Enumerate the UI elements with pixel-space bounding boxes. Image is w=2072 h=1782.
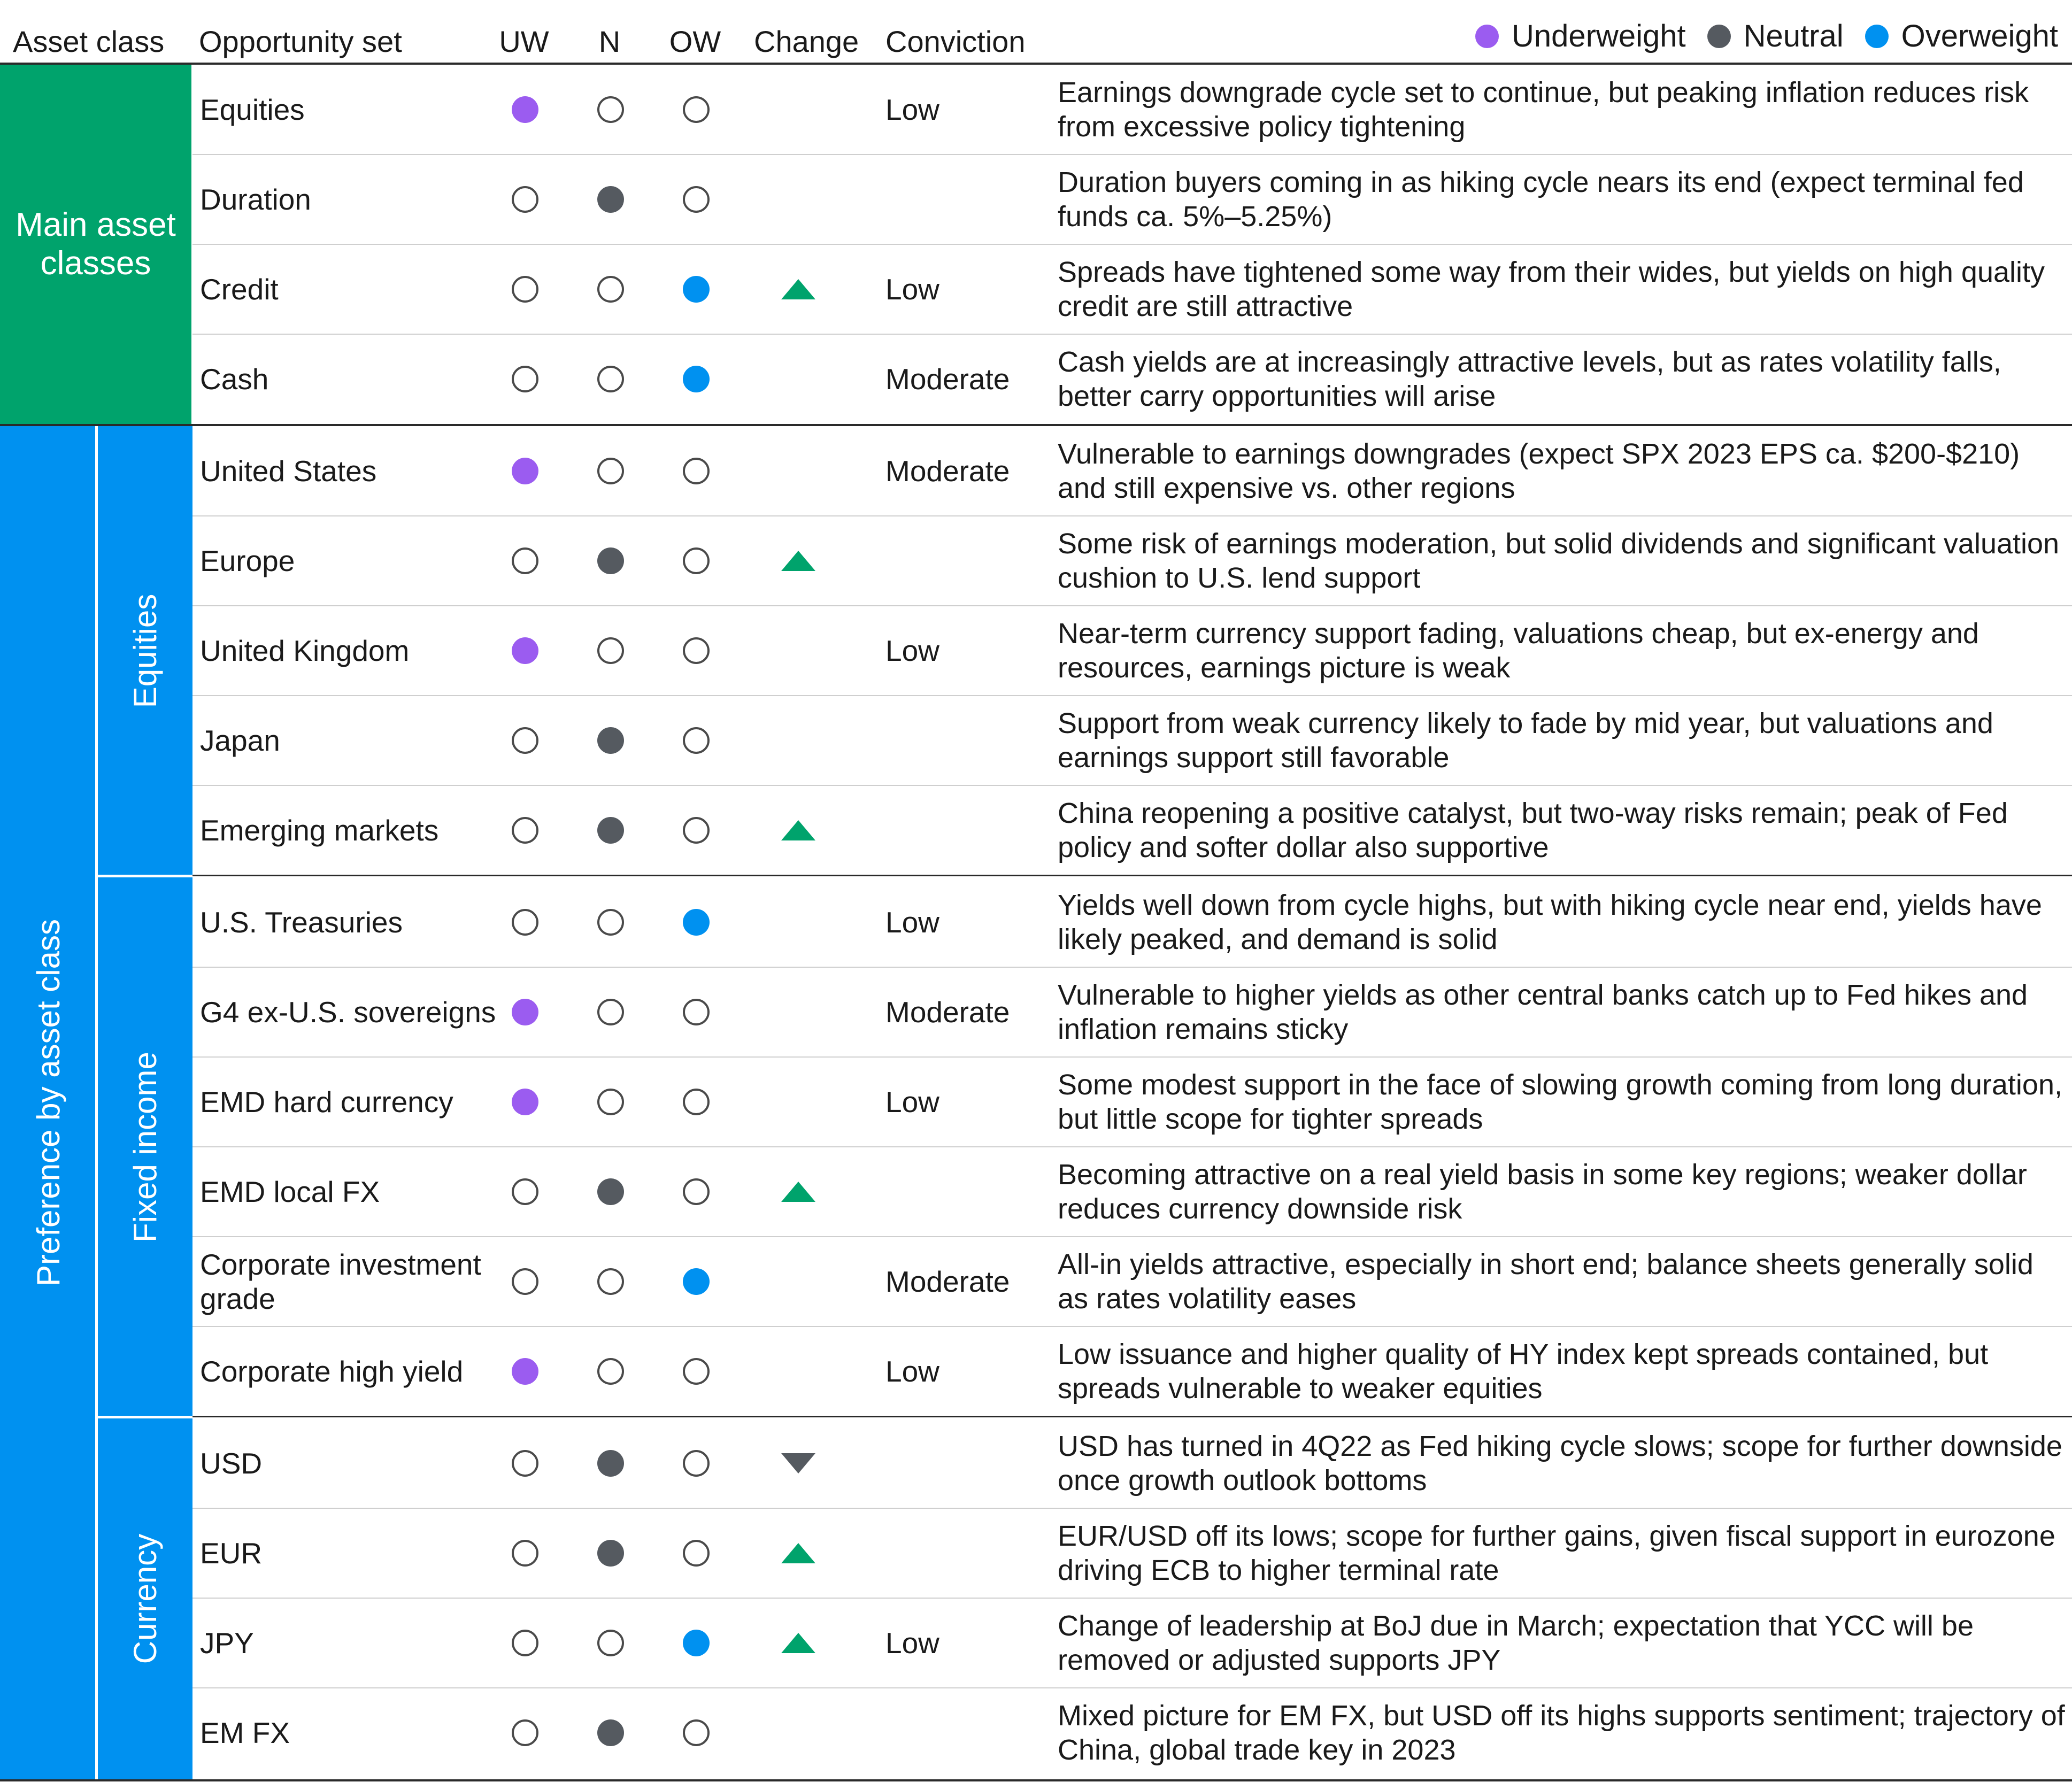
change-cell	[774, 426, 822, 516]
legend	[1454, 15, 2058, 58]
filled-n-circle-icon	[597, 1719, 624, 1746]
conviction-value	[885, 1688, 1046, 1778]
empty-uw-circle-icon	[512, 547, 538, 574]
opportunity-name: Equities	[200, 93, 305, 126]
opportunity-name: Duration	[200, 183, 311, 216]
empty-n-circle-icon	[597, 637, 624, 664]
conviction-value: Low	[885, 1085, 939, 1118]
position-uw-cell	[511, 155, 540, 244]
table-row	[192, 1598, 2072, 1688]
comment-text: Mixed picture for EM FX, but USD off its highs supports sentiment; trajectory of China, global trade key in 2023	[1058, 1700, 2065, 1766]
change-cell	[774, 155, 822, 244]
position-ow-cell	[682, 785, 711, 875]
position-uw-cell	[511, 1147, 540, 1237]
conviction-value: Low	[885, 273, 939, 306]
conviction-value	[885, 155, 1046, 244]
position-uw-cell	[511, 1508, 540, 1598]
legend-label: Neutral	[1743, 19, 1844, 53]
change-cell	[774, 244, 822, 334]
opportunity-name: EMD local FX	[200, 1175, 380, 1208]
position-uw-cell	[511, 1598, 540, 1688]
position-ow-cell	[682, 1688, 711, 1778]
position-uw-cell	[511, 334, 540, 424]
opportunity-name: USD	[200, 1447, 263, 1480]
header-ow: OW	[669, 25, 721, 58]
conviction-value: Moderate	[885, 1265, 1010, 1298]
opportunity-name: United States	[200, 454, 377, 488]
filled-ow-circle-icon	[683, 276, 710, 303]
table-row	[192, 696, 2072, 785]
table-row	[192, 244, 2072, 334]
opportunity-name: G4 ex-U.S. sovereigns	[200, 996, 496, 1029]
position-uw-cell	[511, 516, 540, 606]
comment-text: Cash yields are at increasingly attractive levels, but as rates volatility falls, better carry opportunities will arise	[1058, 346, 2001, 412]
table-row	[192, 785, 2072, 875]
comment-text: Some modest support in the face of slowing growth coming from long duration, but little scope for tighter spreads	[1058, 1069, 2062, 1135]
header-change: Change	[754, 25, 859, 58]
comment-text: Vulnerable to earnings downgrades (expect SPX 2023 EPS ca. $200-$210) and still expensive vs. other regions	[1058, 438, 2020, 504]
conviction-value: Low	[885, 1355, 939, 1388]
triangle-up-icon	[781, 279, 815, 299]
empty-uw-circle-icon	[512, 1719, 538, 1746]
subgroup-fixed-income	[98, 877, 192, 1417]
comment-text: Some risk of earnings moderation, but solid dividends and significant valuation cushion to U.S. lend support	[1058, 528, 2060, 594]
change-cell	[774, 1326, 822, 1416]
position-n-cell	[596, 877, 625, 967]
empty-uw-circle-icon	[512, 186, 538, 213]
conviction-value: Moderate	[885, 454, 1010, 488]
change-cell	[774, 1598, 822, 1688]
position-n-cell	[596, 1418, 625, 1508]
comment-text: All-in yields attractive, especially in short end; balance sheets generally solid as rates volatility eases	[1058, 1248, 2034, 1315]
filled-uw-circle-icon	[512, 637, 538, 664]
conviction-value: Low	[885, 634, 939, 667]
position-n-cell	[596, 244, 625, 334]
position-ow-cell	[682, 1147, 711, 1237]
section-rule-currency	[192, 1416, 2072, 1417]
position-uw-cell	[511, 1057, 540, 1147]
position-ow-cell	[682, 1326, 711, 1416]
empty-ow-circle-icon	[683, 1540, 710, 1567]
position-uw-cell	[511, 65, 540, 155]
conviction-value	[885, 516, 1046, 606]
position-ow-cell	[682, 516, 711, 606]
legend-item-overweight	[1865, 15, 2058, 58]
subgroup-equities-label: Equities	[127, 593, 163, 708]
table-row	[192, 967, 2072, 1057]
header-asset-class: Asset class	[13, 25, 165, 58]
triangle-up-icon	[781, 1182, 815, 1202]
empty-ow-circle-icon	[683, 1089, 710, 1115]
empty-n-circle-icon	[597, 276, 624, 303]
change-cell	[774, 785, 822, 875]
table-row	[192, 1237, 2072, 1326]
opportunity-name: EUR	[200, 1537, 263, 1570]
position-n-cell	[596, 155, 625, 244]
position-uw-cell	[511, 877, 540, 967]
opportunity-name: Europe	[200, 544, 295, 577]
position-n-cell	[596, 967, 625, 1057]
position-ow-cell	[682, 1418, 711, 1508]
empty-n-circle-icon	[597, 1630, 624, 1656]
change-cell	[774, 1237, 822, 1326]
empty-uw-circle-icon	[512, 366, 538, 392]
conviction-value: Low	[885, 906, 939, 939]
opportunity-name: Cash	[200, 362, 269, 396]
position-uw-cell	[511, 244, 540, 334]
filled-uw-circle-icon	[512, 999, 538, 1025]
table-row	[192, 334, 2072, 424]
empty-ow-circle-icon	[683, 1358, 710, 1385]
position-n-cell	[596, 516, 625, 606]
change-cell	[774, 967, 822, 1057]
position-ow-cell	[682, 1057, 711, 1147]
comment-text: Yields well down from cycle highs, but with hiking cycle near end, yields have likely peaked, and demand is solid	[1058, 889, 2042, 955]
filled-n-circle-icon	[597, 1540, 624, 1567]
comment-text: Change of leadership at BoJ due in March; expectation that YCC will be removed or adjusted supports JPY	[1058, 1610, 1974, 1676]
empty-uw-circle-icon	[512, 817, 538, 844]
triangle-up-icon	[781, 1543, 815, 1563]
opportunity-name: Emerging markets	[200, 814, 439, 847]
position-uw-cell	[511, 1418, 540, 1508]
change-cell	[774, 1508, 822, 1598]
header-conviction: Conviction	[885, 25, 1026, 58]
position-uw-cell	[511, 785, 540, 875]
filled-n-circle-icon	[597, 1450, 624, 1477]
empty-n-circle-icon	[597, 909, 624, 936]
position-ow-cell	[682, 426, 711, 516]
header-opportunity-set: Opportunity set	[199, 25, 402, 58]
position-ow-cell	[682, 1237, 711, 1326]
comment-text: Low issuance and higher quality of HY index kept spreads contained, but spreads vulnerable to weaker equities	[1058, 1338, 1989, 1405]
comment-text: China reopening a positive catalyst, but two-way risks remain; peak of Fed policy and softer dollar also supportive	[1058, 797, 2008, 863]
subgroup-fixed-income-label: Fixed income	[127, 1052, 163, 1243]
change-cell	[774, 877, 822, 967]
comment-text: Duration buyers coming in as hiking cycle nears its end (expect terminal fed funds ca. 5%–5.25%)	[1058, 166, 2024, 233]
filled-ow-circle-icon	[683, 909, 710, 936]
change-cell	[774, 1418, 822, 1508]
neutral-dot-icon	[1707, 25, 1731, 48]
table-row	[192, 426, 2072, 516]
filled-ow-circle-icon	[683, 366, 710, 392]
empty-ow-circle-icon	[683, 817, 710, 844]
position-n-cell	[596, 1598, 625, 1688]
subgroup-currency-label: Currency	[127, 1533, 163, 1664]
empty-ow-circle-icon	[683, 186, 710, 213]
comment-text: Spreads have tightened some way from their wides, but yields on high quality credit are still attractive	[1058, 256, 2045, 322]
position-n-cell	[596, 1326, 625, 1416]
change-cell	[774, 65, 822, 155]
opportunity-name: United Kingdom	[200, 634, 410, 667]
subgroup-equities	[98, 426, 192, 876]
conviction-value: Low	[885, 93, 939, 126]
conviction-value: Moderate	[885, 996, 1010, 1029]
table-row	[192, 1326, 2072, 1416]
comment-text: Near-term currency support fading, valuations cheap, but ex-energy and resources, earnings picture is weak	[1058, 618, 1979, 684]
empty-ow-circle-icon	[683, 999, 710, 1025]
position-uw-cell	[511, 1326, 540, 1416]
group-main-label: Main asset classes	[16, 206, 176, 282]
table-row	[192, 1057, 2072, 1147]
triangle-down-icon	[781, 1453, 815, 1474]
section-rule-fixed-income	[192, 875, 2072, 876]
position-ow-cell	[682, 1508, 711, 1598]
table-row	[192, 606, 2072, 696]
opportunity-name: Corporate investment grade	[200, 1248, 481, 1315]
change-cell	[774, 696, 822, 785]
opportunity-name: EMD hard currency	[200, 1085, 453, 1118]
position-uw-cell	[511, 426, 540, 516]
group-main-asset-classes	[0, 65, 191, 424]
opportunity-name: JPY	[200, 1626, 254, 1660]
opportunity-name: Credit	[200, 273, 279, 306]
filled-n-circle-icon	[597, 1178, 624, 1205]
filled-ow-circle-icon	[683, 1268, 710, 1295]
conviction-value: Moderate	[885, 362, 1010, 396]
filled-n-circle-icon	[597, 547, 624, 574]
position-ow-cell	[682, 696, 711, 785]
empty-ow-circle-icon	[683, 1178, 710, 1205]
table-row	[192, 65, 2072, 155]
group-preference-label-area	[0, 426, 96, 1779]
position-n-cell	[596, 696, 625, 785]
empty-uw-circle-icon	[512, 1630, 538, 1656]
overweight-dot-icon	[1865, 25, 1889, 48]
position-ow-cell	[682, 155, 711, 244]
header-uw: UW	[499, 25, 549, 58]
empty-uw-circle-icon	[512, 1540, 538, 1567]
filled-uw-circle-icon	[512, 1089, 538, 1115]
conviction-value	[885, 1418, 1046, 1508]
position-ow-cell	[682, 606, 711, 696]
position-n-cell	[596, 1508, 625, 1598]
subgroup-currency	[98, 1418, 192, 1779]
position-uw-cell	[511, 1688, 540, 1778]
empty-uw-circle-icon	[512, 727, 538, 754]
empty-ow-circle-icon	[683, 727, 710, 754]
table-row	[192, 155, 2072, 244]
table-row	[192, 1147, 2072, 1237]
empty-ow-circle-icon	[683, 637, 710, 664]
conviction-value	[885, 696, 1046, 785]
filled-uw-circle-icon	[512, 96, 538, 123]
conviction-value	[885, 785, 1046, 875]
change-cell	[774, 1057, 822, 1147]
empty-n-circle-icon	[597, 999, 624, 1025]
change-cell	[774, 1147, 822, 1237]
conviction-value: Low	[885, 1626, 939, 1660]
position-n-cell	[596, 1147, 625, 1237]
position-n-cell	[596, 65, 625, 155]
empty-uw-circle-icon	[512, 276, 538, 303]
comment-text: EUR/USD off its lows; scope for further gains, given fiscal support in eurozone driving ECB to higher terminal rate	[1058, 1520, 2055, 1586]
filled-n-circle-icon	[597, 817, 624, 844]
empty-uw-circle-icon	[512, 1178, 538, 1205]
filled-ow-circle-icon	[683, 1630, 710, 1656]
position-uw-cell	[511, 967, 540, 1057]
opportunity-name: Japan	[200, 724, 280, 757]
position-uw-cell	[511, 696, 540, 785]
opportunity-name: Corporate high yield	[200, 1355, 464, 1388]
triangle-up-icon	[781, 820, 815, 840]
table-row	[192, 1418, 2072, 1508]
comment-text: Becoming attractive on a real yield basis in some key regions; weaker dollar reduces currency downside risk	[1058, 1159, 2027, 1225]
table-row	[192, 877, 2072, 967]
empty-n-circle-icon	[597, 366, 624, 392]
table-row	[192, 1508, 2072, 1598]
comment-text: Vulnerable to higher yields as other central banks catch up to Fed hikes and inflation remains sticky	[1058, 979, 2028, 1045]
position-n-cell	[596, 1237, 625, 1326]
bottom-rule	[0, 1779, 2072, 1781]
position-n-cell	[596, 785, 625, 875]
opportunity-name: U.S. Treasuries	[200, 906, 403, 939]
position-ow-cell	[682, 334, 711, 424]
empty-ow-circle-icon	[683, 96, 710, 123]
empty-n-circle-icon	[597, 1358, 624, 1385]
underweight-dot-icon	[1475, 25, 1499, 48]
position-uw-cell	[511, 1237, 540, 1326]
change-cell	[774, 334, 822, 424]
legend-item-underweight	[1475, 15, 1686, 58]
table-row	[192, 516, 2072, 606]
comment-text: Earnings downgrade cycle set to continue, but peaking inflation reduces risk from excessive policy tightening	[1058, 76, 2029, 143]
position-ow-cell	[682, 244, 711, 334]
legend-item-neutral	[1707, 15, 1844, 58]
legend-label: Overweight	[1901, 19, 2058, 53]
header-n: N	[598, 25, 621, 58]
empty-ow-circle-icon	[683, 547, 710, 574]
empty-uw-circle-icon	[512, 1268, 538, 1295]
comment-text: USD has turned in 4Q22 as Fed hiking cycle slows; scope for further downside once growth outlook bottoms	[1058, 1430, 2062, 1496]
position-n-cell	[596, 606, 625, 696]
position-n-cell	[596, 1688, 625, 1778]
position-ow-cell	[682, 65, 711, 155]
position-uw-cell	[511, 606, 540, 696]
change-cell	[774, 516, 822, 606]
conviction-value	[885, 1147, 1046, 1237]
position-ow-cell	[682, 877, 711, 967]
empty-n-circle-icon	[597, 458, 624, 484]
change-cell	[774, 1688, 822, 1778]
filled-n-circle-icon	[597, 727, 624, 754]
position-ow-cell	[682, 967, 711, 1057]
conviction-value	[885, 1508, 1046, 1598]
empty-ow-circle-icon	[683, 1719, 710, 1746]
opportunity-name: EM FX	[200, 1716, 290, 1749]
empty-uw-circle-icon	[512, 1450, 538, 1477]
position-n-cell	[596, 426, 625, 516]
triangle-up-icon	[781, 1633, 815, 1653]
empty-ow-circle-icon	[683, 458, 710, 484]
filled-n-circle-icon	[597, 186, 624, 213]
position-n-cell	[596, 334, 625, 424]
filled-uw-circle-icon	[512, 458, 538, 484]
empty-uw-circle-icon	[512, 909, 538, 936]
empty-n-circle-icon	[597, 96, 624, 123]
legend-label: Underweight	[1512, 19, 1686, 53]
group-preference-label: Preference by asset class	[30, 919, 66, 1286]
change-cell	[774, 606, 822, 696]
comment-text: Support from weak currency likely to fade by mid year, but valuations and earnings support still favorable	[1058, 707, 1993, 774]
empty-n-circle-icon	[597, 1268, 624, 1295]
empty-ow-circle-icon	[683, 1450, 710, 1477]
table-row	[192, 1688, 2072, 1778]
position-n-cell	[596, 1057, 625, 1147]
filled-uw-circle-icon	[512, 1358, 538, 1385]
triangle-up-icon	[781, 551, 815, 571]
empty-n-circle-icon	[597, 1089, 624, 1115]
position-ow-cell	[682, 1598, 711, 1688]
